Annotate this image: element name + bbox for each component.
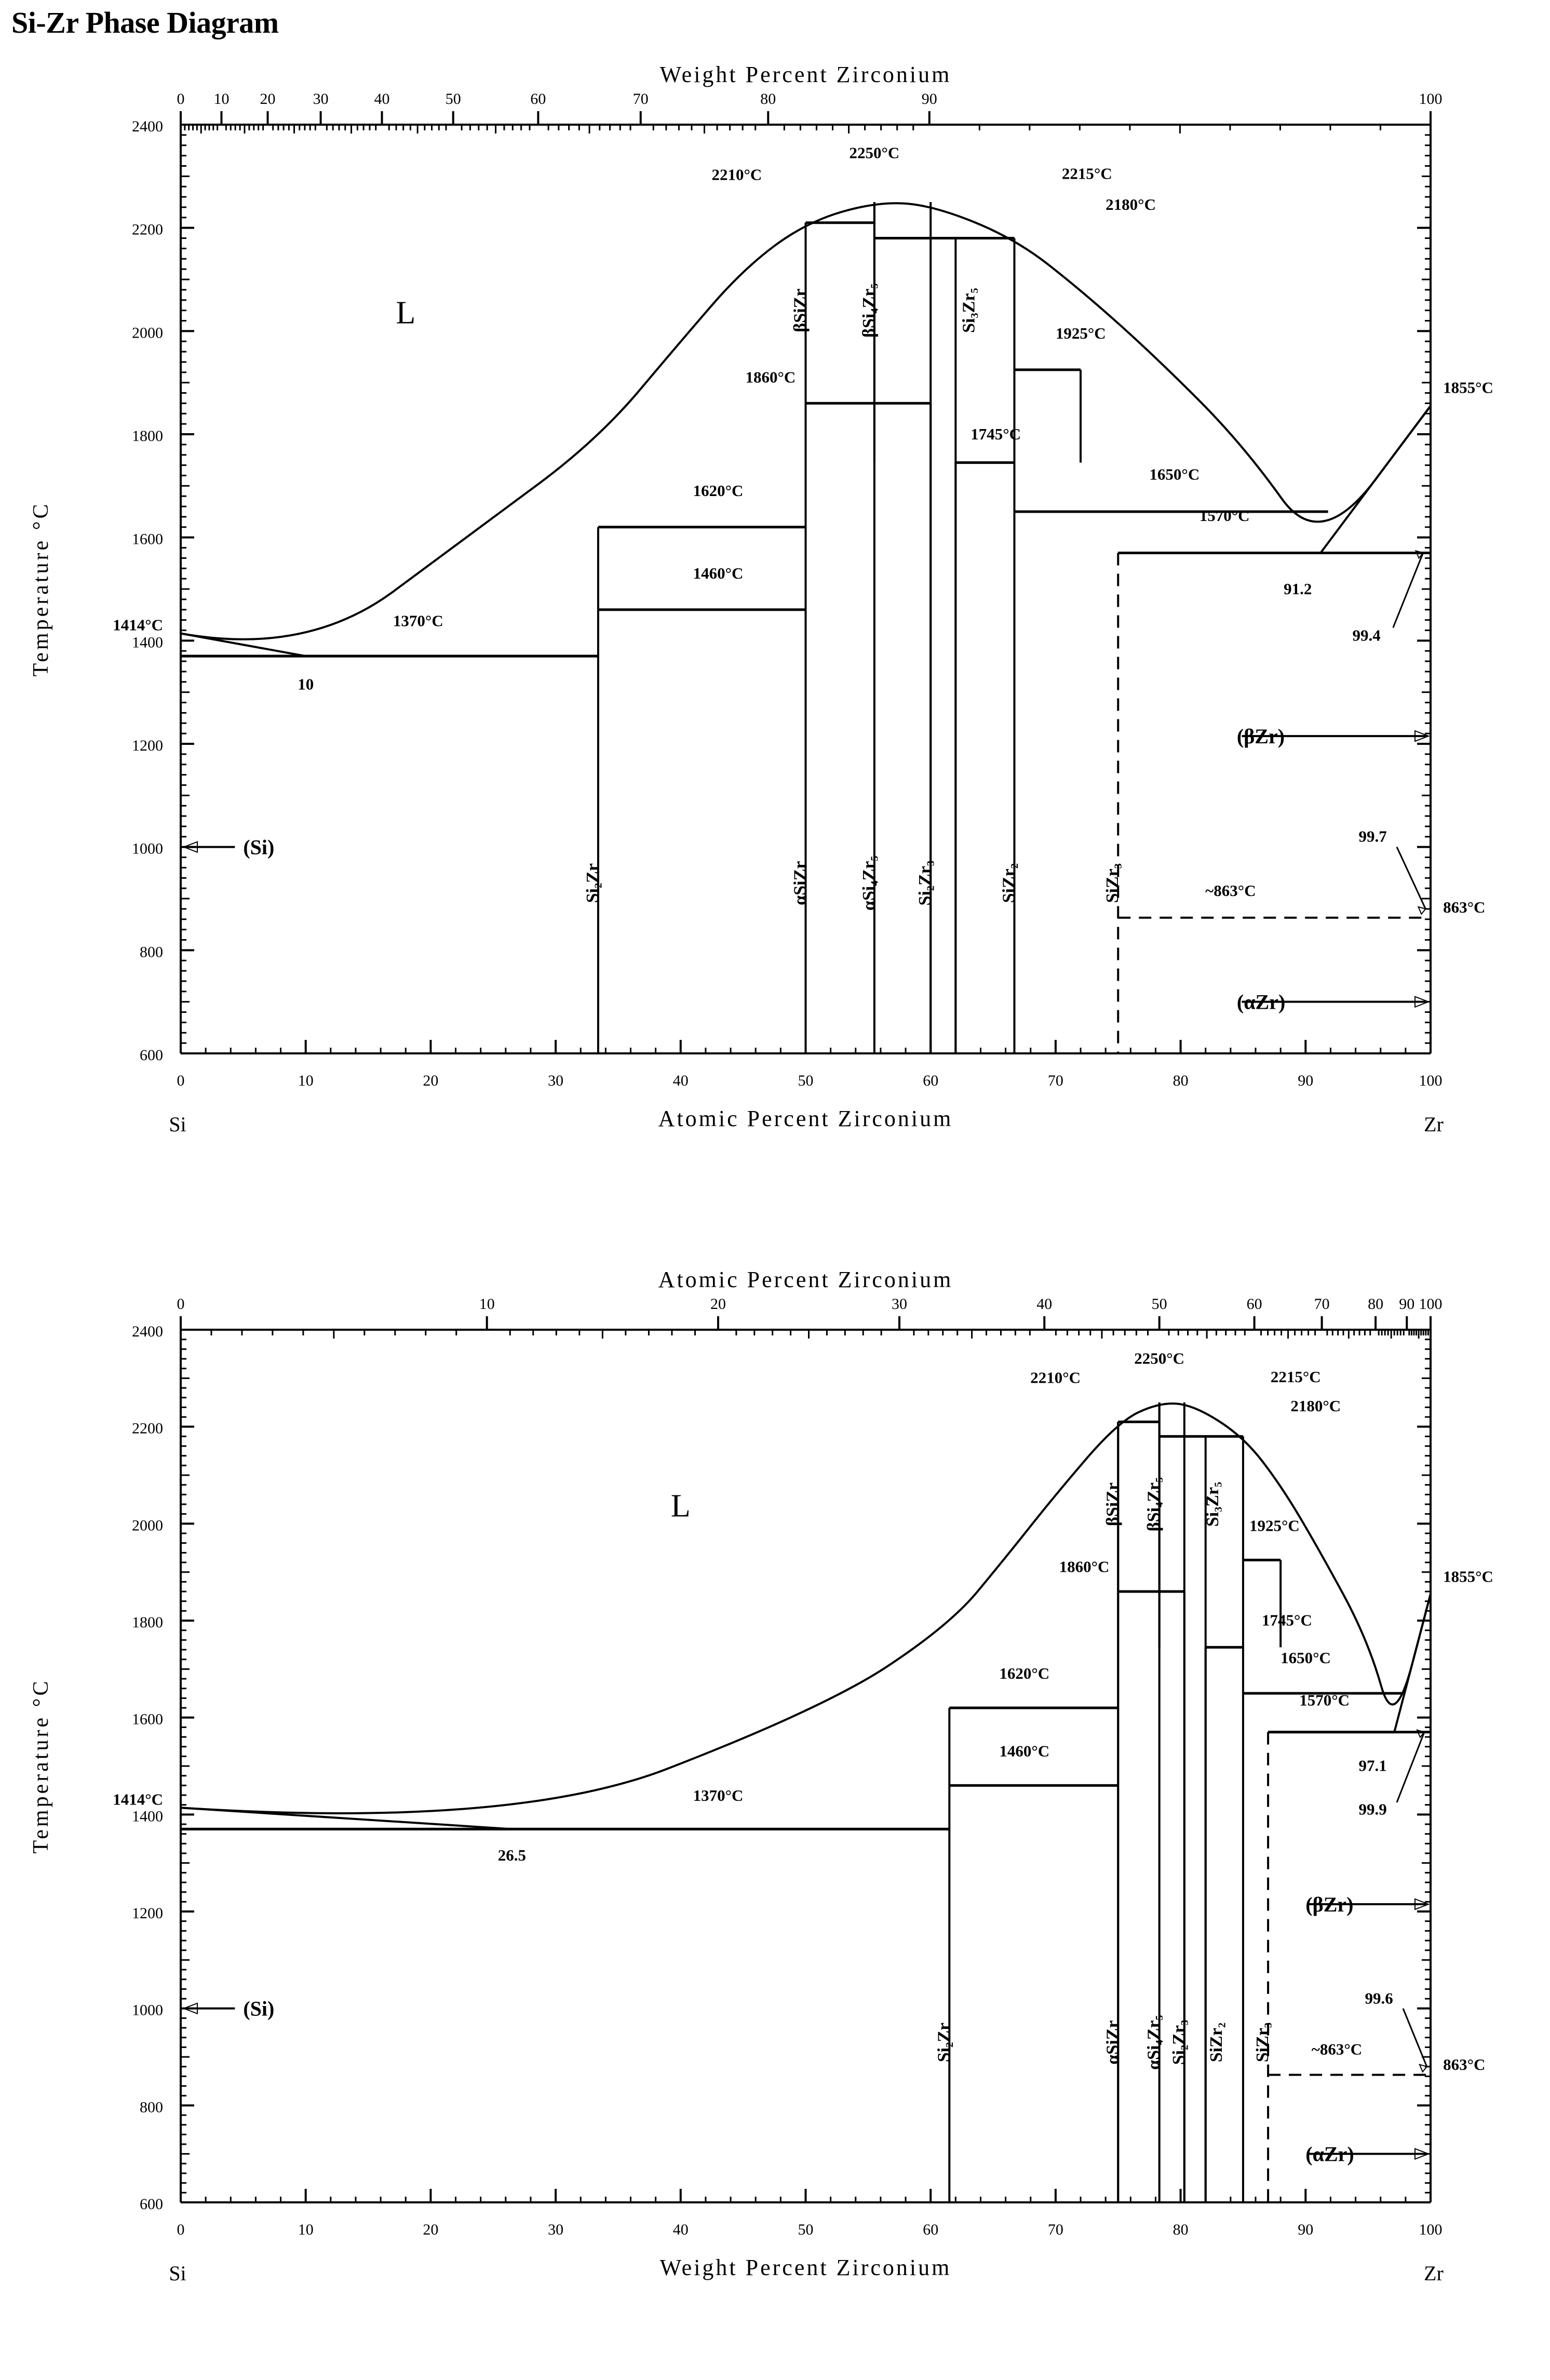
temp-label: 2250°C bbox=[1134, 1349, 1185, 1368]
x-tick-label-bottom: 80 bbox=[1172, 1072, 1189, 1089]
diagram-2-svg bbox=[0, 1236, 1550, 2379]
y-axis-title: Temperature °C bbox=[29, 1678, 53, 1854]
temp-label: 2210°C bbox=[711, 165, 762, 184]
phase-diagram-bottom bbox=[0, 1236, 1550, 2379]
composition-label: 97.1 bbox=[1358, 1756, 1387, 1775]
leader-arrow bbox=[1397, 847, 1425, 909]
y-tick-label: 1400 bbox=[132, 1808, 163, 1825]
x-tick-label-top: 50 bbox=[1151, 1295, 1167, 1313]
x-tick-label-bottom: 40 bbox=[672, 1072, 689, 1089]
y-tick-label: 1600 bbox=[132, 530, 163, 548]
label-1414C: 1414°C bbox=[113, 1790, 163, 1809]
temp-label: 2215°C bbox=[1061, 164, 1112, 183]
compound-label: SiZr₂ bbox=[999, 863, 1019, 903]
liquid-phase-label: L bbox=[670, 1488, 691, 1524]
leader-arrow bbox=[1403, 2009, 1427, 2067]
left-element-label: Si bbox=[169, 1113, 186, 1136]
temp-label: 1860°C bbox=[745, 368, 796, 386]
temp-label: 1370°C bbox=[693, 1786, 744, 1805]
temp-label: 1570°C bbox=[1199, 506, 1250, 525]
alpha-zr-label: (αZr) bbox=[1236, 990, 1286, 1014]
compound-label: βSi₄Zr₅ bbox=[1144, 1477, 1164, 1532]
temp-label: 1460°C bbox=[693, 564, 744, 583]
composition-label: 99.9 bbox=[1358, 1800, 1387, 1819]
compound-label: βSi₄Zr₅ bbox=[859, 283, 879, 338]
bottom-axis-title: Weight Percent Zirconium bbox=[659, 2255, 952, 2280]
y-axis-title: Temperature °C bbox=[29, 501, 53, 677]
x-tick-label-bottom: 20 bbox=[423, 1072, 439, 1089]
y-tick-label: 1600 bbox=[132, 1710, 163, 1728]
temp-label: 1650°C bbox=[1149, 465, 1200, 484]
temp-label: ~863°C bbox=[1205, 881, 1256, 900]
temp-label: 863°C bbox=[1443, 898, 1486, 916]
composition-label: 99.6 bbox=[1365, 1989, 1393, 2008]
temp-label: 1925°C bbox=[1055, 324, 1106, 343]
label-1414C: 1414°C bbox=[113, 616, 163, 634]
x-tick-label-bottom: 70 bbox=[1047, 2221, 1063, 2238]
si-phase-label: (Si) bbox=[243, 1997, 275, 2021]
temp-label: 2210°C bbox=[1030, 1368, 1081, 1387]
temp-label: 1460°C bbox=[999, 1742, 1050, 1760]
x-tick-label-bottom: 40 bbox=[672, 2221, 689, 2238]
x-tick-label-top: 70 bbox=[1314, 1295, 1330, 1313]
composition-label: 91.2 bbox=[1284, 579, 1312, 598]
x-tick-label-top: 30 bbox=[892, 1295, 908, 1313]
y-tick-label: 2400 bbox=[132, 118, 163, 135]
x-tick-label-top: 50 bbox=[445, 90, 461, 108]
diagram-1-svg bbox=[0, 31, 1550, 1236]
x-tick-label-top: 90 bbox=[1399, 1295, 1415, 1313]
x-tick-label-top: 80 bbox=[760, 90, 776, 108]
top-axis-title: Weight Percent Zirconium bbox=[659, 62, 952, 87]
beta-zr-label: (βZr) bbox=[1305, 1893, 1354, 1916]
beta-zr-label: (βZr) bbox=[1236, 725, 1285, 748]
y-tick-label: 1000 bbox=[132, 840, 163, 858]
leader-arrow bbox=[1397, 1732, 1424, 1802]
x-tick-label-bottom: 60 bbox=[923, 1072, 939, 1089]
plot-group bbox=[29, 62, 1493, 1136]
temp-label: 1370°C bbox=[393, 611, 443, 630]
x-tick-label-bottom: 50 bbox=[798, 2221, 814, 2238]
top-axis-title: Atomic Percent Zirconium bbox=[658, 1267, 953, 1292]
temp-label: 863°C bbox=[1443, 2055, 1486, 2074]
x-tick-label-top: 40 bbox=[374, 90, 390, 108]
x-tick-label-top: 80 bbox=[1368, 1295, 1384, 1313]
x-tick-label-bottom: 0 bbox=[177, 1072, 185, 1089]
x-tick-label-top: 0 bbox=[177, 1295, 185, 1313]
x-tick-label-bottom: 0 bbox=[177, 2221, 185, 2238]
leader-arrow bbox=[1393, 553, 1423, 627]
compound-label: SiZr₂ bbox=[1207, 2022, 1226, 2063]
compound-label: βSiZr bbox=[790, 288, 810, 332]
page-title: Si-Zr Phase Diagram bbox=[11, 6, 279, 39]
temp-label: 1855°C bbox=[1443, 1567, 1493, 1586]
compound-label: Si₂Zr bbox=[934, 2022, 954, 2063]
liquid-phase-label: L bbox=[396, 295, 416, 331]
zr-solidus bbox=[1320, 406, 1431, 553]
temp-label: 2215°C bbox=[1270, 1367, 1321, 1386]
right-element-label: Zr bbox=[1424, 2262, 1444, 2285]
compound-label: Si₃Zr₅ bbox=[1203, 1481, 1222, 1527]
temp-label: 1620°C bbox=[693, 482, 744, 500]
x-tick-label-top: 0 bbox=[177, 90, 185, 108]
y-tick-label: 1800 bbox=[132, 1614, 163, 1631]
temp-label: 1620°C bbox=[999, 1664, 1050, 1682]
bottom-axis-title: Atomic Percent Zirconium bbox=[658, 1106, 953, 1131]
x-tick-label-bottom: 100 bbox=[1419, 2221, 1443, 2238]
compound-label: SiZr₃ bbox=[1103, 863, 1123, 903]
compound-label: SiZr₃ bbox=[1253, 2022, 1273, 2063]
temp-label: 2250°C bbox=[849, 143, 900, 162]
y-tick-label: 2200 bbox=[132, 1420, 163, 1437]
x-tick-label-top: 90 bbox=[921, 90, 937, 108]
x-tick-label-top: 20 bbox=[260, 90, 276, 108]
x-tick-label-top: 10 bbox=[479, 1295, 495, 1313]
x-tick-label-bottom: 60 bbox=[923, 2221, 939, 2238]
temp-label: 1745°C bbox=[971, 424, 1021, 443]
left-element-label: Si bbox=[169, 2262, 186, 2285]
x-tick-label-top: 100 bbox=[1419, 90, 1443, 108]
alpha-zr-label: (αZr) bbox=[1305, 2142, 1354, 2166]
x-tick-label-top: 60 bbox=[1246, 1295, 1262, 1313]
temp-label: 2180°C bbox=[1106, 195, 1156, 213]
x-tick-label-bottom: 50 bbox=[798, 1072, 814, 1089]
x-tick-label-bottom: 90 bbox=[1298, 1072, 1314, 1089]
y-tick-label: 1000 bbox=[132, 2001, 163, 2019]
y-tick-label: 2000 bbox=[132, 1517, 163, 1534]
x-tick-label-bottom: 100 bbox=[1419, 1072, 1443, 1089]
y-tick-label: 800 bbox=[140, 2098, 163, 2116]
x-tick-label-top: 60 bbox=[530, 90, 546, 108]
x-tick-label-top: 10 bbox=[213, 90, 230, 108]
temp-label: 2180°C bbox=[1290, 1396, 1341, 1415]
compound-label: αSiZr bbox=[1103, 2020, 1123, 2065]
composition-label: 99.4 bbox=[1352, 626, 1381, 645]
compound-label: Si₂Zr bbox=[583, 863, 602, 903]
temp-label: 1860°C bbox=[1059, 1557, 1110, 1576]
x-tick-label-bottom: 20 bbox=[423, 2221, 439, 2238]
y-tick-label: 600 bbox=[140, 2196, 163, 2213]
y-tick-label: 1800 bbox=[132, 427, 163, 445]
y-tick-label: 1200 bbox=[132, 737, 163, 754]
x-tick-label-bottom: 30 bbox=[548, 2221, 564, 2238]
temp-label: 1570°C bbox=[1299, 1691, 1350, 1709]
x-tick-label-top: 40 bbox=[1036, 1295, 1053, 1313]
temp-label: 1745°C bbox=[1262, 1611, 1312, 1629]
si-liquidus bbox=[181, 1808, 512, 1829]
temp-label: ~863°C bbox=[1311, 2040, 1363, 2058]
compound-label: αSi₄Zr₅ bbox=[859, 855, 879, 911]
y-tick-label: 1200 bbox=[132, 1905, 163, 1922]
x-tick-label-top: 100 bbox=[1419, 1295, 1443, 1313]
temp-label: 1650°C bbox=[1281, 1649, 1331, 1667]
zr-solidus bbox=[1394, 1594, 1431, 1732]
compound-label: βSiZr bbox=[1103, 1482, 1123, 1527]
x-tick-label-top: 70 bbox=[632, 90, 649, 108]
x-tick-label-bottom: 10 bbox=[298, 2221, 314, 2238]
x-tick-label-bottom: 10 bbox=[298, 1072, 314, 1089]
compound-label: Si₃Zr₅ bbox=[959, 288, 979, 333]
plot-group bbox=[29, 1267, 1493, 2285]
temp-label: 1925°C bbox=[1249, 1516, 1300, 1535]
phase-diagram-top bbox=[0, 31, 1550, 1236]
y-tick-label: 600 bbox=[140, 1047, 163, 1064]
temp-label: 1855°C bbox=[1443, 378, 1493, 397]
composition-label: 10 bbox=[298, 675, 314, 693]
composition-label: 99.7 bbox=[1358, 827, 1387, 846]
x-tick-label-bottom: 80 bbox=[1172, 2221, 1189, 2238]
x-tick-label-bottom: 30 bbox=[548, 1072, 564, 1089]
x-tick-label-top: 20 bbox=[710, 1295, 726, 1313]
compound-label: αSiZr bbox=[790, 861, 810, 905]
si-phase-label: (Si) bbox=[243, 835, 275, 859]
y-tick-label: 2000 bbox=[132, 324, 163, 342]
x-tick-label-bottom: 70 bbox=[1047, 1072, 1063, 1089]
compound-label: Si₂Zr₃ bbox=[1169, 2020, 1189, 2065]
x-tick-label-top: 30 bbox=[313, 90, 329, 108]
y-tick-label: 1400 bbox=[132, 634, 163, 651]
right-element-label: Zr bbox=[1424, 1113, 1444, 1136]
y-tick-label: 2400 bbox=[132, 1323, 163, 1340]
x-tick-label-bottom: 90 bbox=[1298, 2221, 1314, 2238]
composition-label: 26.5 bbox=[497, 1846, 526, 1864]
compound-label: Si₂Zr₃ bbox=[915, 860, 935, 906]
y-tick-label: 800 bbox=[140, 943, 163, 961]
compound-label: αSi₄Zr₅ bbox=[1144, 2015, 1164, 2070]
y-tick-label: 2200 bbox=[132, 221, 163, 238]
